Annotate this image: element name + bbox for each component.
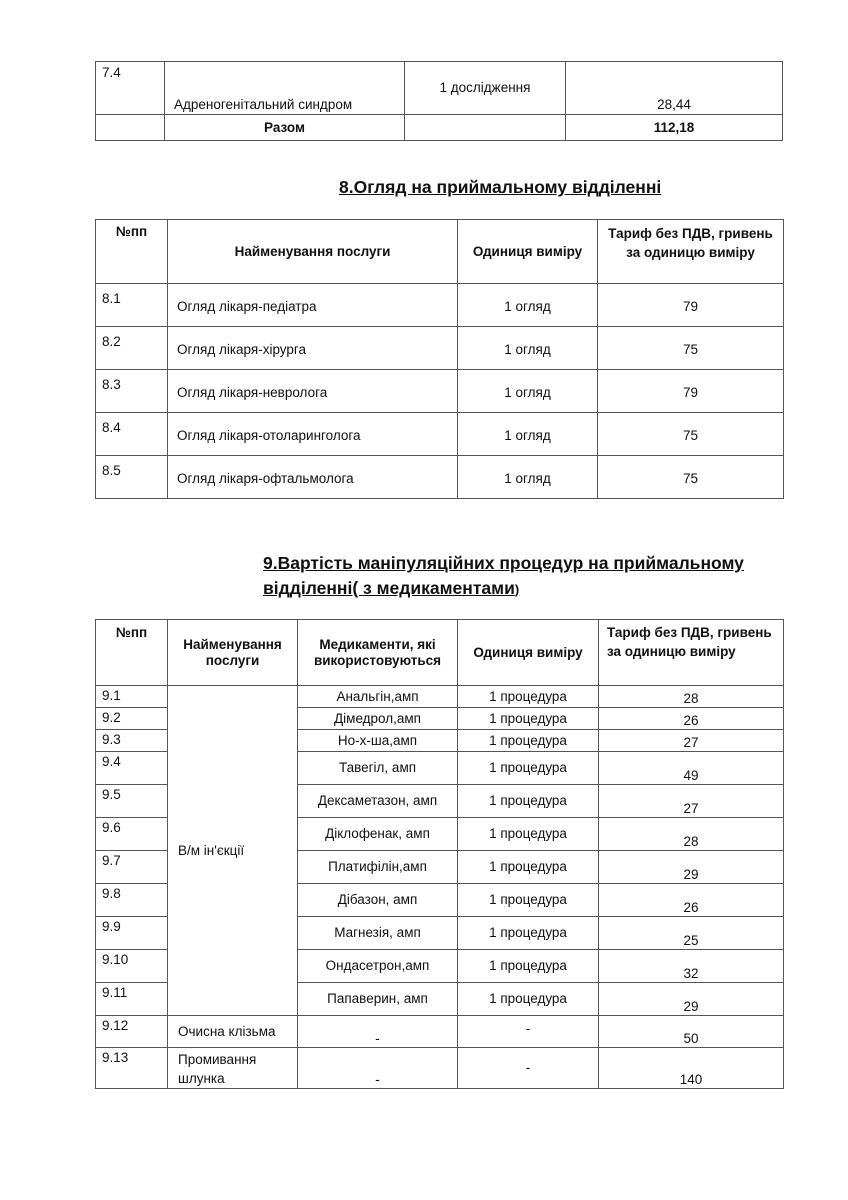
medication: Платифілін,амп: [298, 851, 458, 884]
unit: 1 процедура: [458, 708, 599, 730]
unit: 1 процедура: [458, 950, 599, 983]
header-unit: Одиниця виміру: [458, 220, 598, 284]
header-num: №пп: [96, 220, 168, 284]
service-name: Огляд лікаря-педіатра: [168, 284, 458, 327]
medication: Дексаметазон, амп: [298, 785, 458, 818]
header-name: Найменування послуги: [168, 620, 298, 686]
price: 28: [599, 818, 784, 851]
row-number: 7.4: [96, 62, 165, 115]
price: 50: [599, 1016, 784, 1048]
row-number: 9.11: [96, 983, 168, 1016]
table-row: [96, 62, 783, 115]
row-number: 9.4: [96, 752, 168, 785]
row-number: 9.6: [96, 818, 168, 851]
previous-table: [95, 61, 783, 141]
medication: Дімедрол,амп: [298, 708, 458, 730]
section-9-table: [95, 619, 784, 1089]
table-row: [96, 1048, 784, 1089]
section-8-title: 8.Огляд на приймальному відділенні: [339, 177, 662, 197]
row-number: 9.5: [96, 785, 168, 818]
price: 75: [598, 327, 784, 370]
row-number: 9.8: [96, 884, 168, 917]
price: 79: [598, 284, 784, 327]
row-number: 9.2: [96, 708, 168, 730]
unit: 1 процедура: [458, 686, 599, 708]
price: 26: [599, 884, 784, 917]
price: 75: [598, 456, 784, 499]
unit: 1 огляд: [458, 456, 598, 499]
unit: 1 огляд: [458, 284, 598, 327]
price: 29: [599, 983, 784, 1016]
medication: Діклофенак, амп: [298, 818, 458, 851]
medication: Магнезія, амп: [298, 917, 458, 950]
service-name: Огляд лікаря-отоларинголога: [168, 413, 458, 456]
price: 75: [598, 413, 784, 456]
unit: 1 процедура: [458, 818, 599, 851]
price: 79: [598, 370, 784, 413]
total-row: [96, 115, 783, 141]
header-num: №пп: [96, 620, 168, 686]
service-name: Адреногенітальний синдром: [165, 62, 405, 115]
table-row: [96, 1016, 784, 1048]
total-value: 112,18: [566, 115, 783, 141]
unit: -: [458, 1048, 599, 1089]
row-number: 9.9: [96, 917, 168, 950]
total-label: Разом: [165, 115, 405, 141]
medication: Но-х-ша,амп: [298, 730, 458, 752]
unit: 1 процедура: [458, 730, 599, 752]
section-9-title-line1: 9.Вартість маніпуляційних процедур на приймальному: [263, 553, 744, 573]
header-tariff: Тариф без ПДВ, гривень за одиницю виміру: [599, 620, 784, 686]
table-header: [96, 620, 784, 686]
medication: Анальгін,амп: [298, 686, 458, 708]
price: 29: [599, 851, 784, 884]
medication: -: [298, 1016, 458, 1048]
medication: Папаверин, амп: [298, 983, 458, 1016]
medication: Дібазон, амп: [298, 884, 458, 917]
row-number: 9.10: [96, 950, 168, 983]
table-row: [96, 413, 784, 456]
unit: 1 процедура: [458, 884, 599, 917]
price: 49: [599, 752, 784, 785]
table-row: [96, 327, 784, 370]
header-name: Найменування послуги: [168, 220, 458, 284]
section-8-table: [95, 219, 784, 499]
price: 32: [599, 950, 784, 983]
service-name: Огляд лікаря-офтальмолога: [168, 456, 458, 499]
header-unit: Одиниця виміру: [458, 620, 599, 686]
row-number: 9.7: [96, 851, 168, 884]
unit: 1 дослідження: [405, 62, 566, 115]
medication: Тавегіл, амп: [298, 752, 458, 785]
price: 28: [599, 686, 784, 708]
row-number: 8.4: [96, 413, 168, 456]
unit: -: [458, 1016, 599, 1048]
table-row: [96, 686, 784, 708]
service-name: Огляд лікаря-хірурга: [168, 327, 458, 370]
price: 27: [599, 730, 784, 752]
injection-label: В/м ін'єкції: [168, 686, 298, 1016]
unit: 1 процедура: [458, 752, 599, 785]
price: 27: [599, 785, 784, 818]
section-9-title-line2: відділенні( з медикаментами): [263, 578, 520, 598]
table-header: [96, 220, 784, 284]
medication: Ондасетрон,амп: [298, 950, 458, 983]
unit: 1 огляд: [458, 327, 598, 370]
service-name: Промивання шлунка: [168, 1048, 298, 1089]
header-tariff: Тариф без ПДВ, гривень за одиницю виміру: [598, 220, 784, 284]
unit: 1 процедура: [458, 983, 599, 1016]
price: 26: [599, 708, 784, 730]
unit: 1 процедура: [458, 851, 599, 884]
row-number: 9.1: [96, 686, 168, 708]
row-number: 8.2: [96, 327, 168, 370]
unit: 1 процедура: [458, 785, 599, 818]
unit: 1 процедура: [458, 917, 599, 950]
unit: 1 огляд: [458, 370, 598, 413]
price: 140: [599, 1048, 784, 1089]
row-number: 9.12: [96, 1016, 168, 1048]
row-number: 9.13: [96, 1048, 168, 1089]
price: 25: [599, 917, 784, 950]
service-name: Очисна клізьма: [168, 1016, 298, 1048]
row-number: 8.1: [96, 284, 168, 327]
row-number: 8.5: [96, 456, 168, 499]
medication: -: [298, 1048, 458, 1089]
header-meds: Медикаменти, які використовуються: [298, 620, 458, 686]
unit: 1 огляд: [458, 413, 598, 456]
table-row: [96, 370, 784, 413]
table-row: [96, 456, 784, 499]
service-name: Огляд лікаря-невролога: [168, 370, 458, 413]
row-number: 9.3: [96, 730, 168, 752]
row-number: 8.3: [96, 370, 168, 413]
price: 28,44: [566, 62, 783, 115]
table-row: [96, 284, 784, 327]
